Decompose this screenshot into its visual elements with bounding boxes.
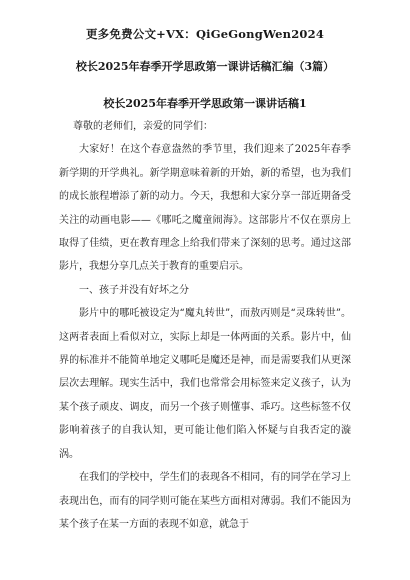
paragraph: 影片中的哪吒被设定为“魔丸转世”，而敖丙则是“灵珠转世”。这两者表面上看似对立，实际上却是一体两面的关系。影片中，仙界的标准并不能简单地定义哪吒是魔还是神，而是需要我们从更深层次去理解。现实生活中，我们也常常会用标签来定义孩子，认为某个孩子顽皮、调皮，而另一个孩子则懂事、乖巧。这些标签不仅影响着孩子的自我认知，更可能让他们陷入怀疑与自我否定的漩涡。 xyxy=(59,308,351,460)
subheading: 一、孩子并没有好坏之分 xyxy=(79,284,189,296)
document-body xyxy=(59,115,351,536)
document-title: 校长2025年春季开学思政第一课讲话稿汇编（3篇） xyxy=(75,60,335,73)
promo-banner: 更多免费公文+VX：QiGeGongWen2024 xyxy=(85,27,325,41)
paragraph: 在我们的学校中，学生们的表现各不相同，有的同学在学习上表现出色，而有的同学则可能在某些方面相对薄弱。我们不能因为某个孩子在某一方面的表现不如意，就急于 xyxy=(59,472,351,530)
salutation: 尊敬的老师们，亲爱的同学们： xyxy=(73,121,213,132)
paragraph: 大家好！在这个春意盎然的季节里，我们迎来了2025年春季新学期的开学典礼。新学期意味着新的开始，新的希望，也为我们的成长旅程增添了新的动力。今天，我想和大家分享一部近期备受关注的动画电影——《哪吒之魔童闹海》。这部影片不仅在票房上取得了佳绩，更在教育理念上给我们带来了深刻的思考。通过这部影片，我想分享几点关于教育的重要启示。 xyxy=(59,144,351,273)
section-title: 校长2025年春季开学思政第一课讲话稿1 xyxy=(103,97,307,110)
